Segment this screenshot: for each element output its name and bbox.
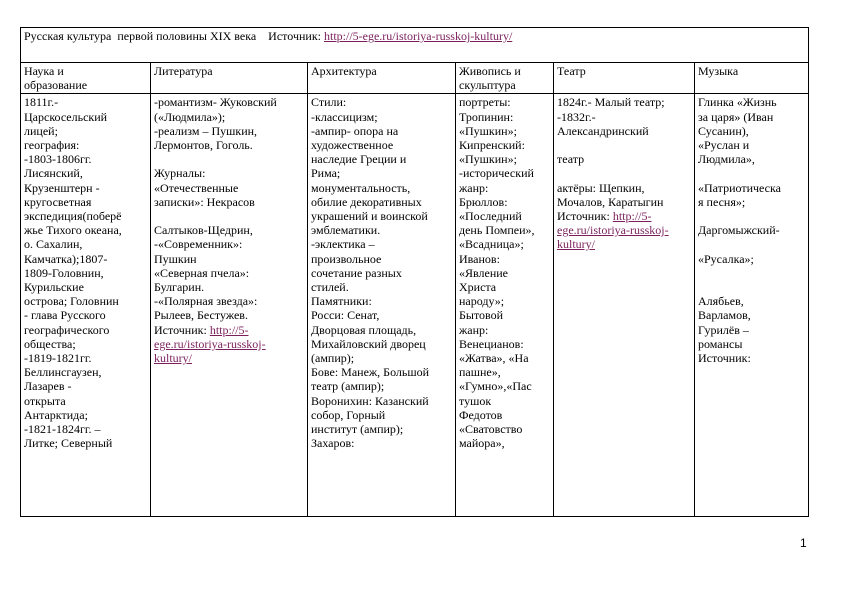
table-title-cell [21, 28, 809, 63]
cell-text-line [154, 308, 304, 322]
cell-text-line [154, 223, 304, 237]
cell-text-line [698, 95, 805, 109]
cell-text-line [24, 195, 147, 209]
cell-text-line [24, 408, 147, 422]
cell-text: «Последний [459, 209, 522, 224]
cell-text-line [459, 138, 550, 152]
column-header-line: скульптура [459, 78, 516, 93]
cell-text: портреты: [459, 95, 511, 110]
blank-line [698, 166, 805, 180]
cell-text-line [154, 95, 304, 109]
cell-text: «Всадница»; [459, 237, 524, 252]
cell-text-line [459, 152, 550, 166]
column-header [21, 63, 151, 94]
cell-text-line [311, 124, 452, 138]
cell-text-line [459, 294, 550, 308]
cell-text-line [154, 252, 304, 266]
cell-text-line [311, 195, 452, 209]
cell-text: -реализм – Пушкин, [154, 123, 258, 138]
cell-text: Людмила», [698, 152, 755, 167]
cell-text-line [311, 280, 452, 294]
cell-text: пашне», [459, 365, 501, 380]
cell-text-line [311, 408, 452, 422]
cell-text-line [154, 110, 304, 124]
cell-text: собор, Горный [311, 407, 386, 422]
cell-text: -«Современник»: [154, 237, 243, 252]
cell-text-line [459, 124, 550, 138]
cell-text-line [154, 323, 304, 337]
cell-text-line [154, 294, 304, 308]
cell-text: «Явление [459, 265, 508, 280]
cell-text: Гурилёв – [698, 322, 749, 337]
cell-text: театр (ампир); [311, 379, 385, 394]
cell-text-line [154, 237, 304, 251]
cell-text-line [459, 337, 550, 351]
cell-text-line [311, 394, 452, 408]
cell-text: открыта [24, 393, 66, 408]
blank-line [154, 152, 304, 166]
cell-text: -1803-1806гг. [24, 152, 92, 167]
cell-text: Тропинин: [459, 109, 514, 124]
cell-text-line [698, 195, 805, 209]
cell-text: Воронихин: Казанский [311, 393, 429, 408]
cell-text: Венецианов: [459, 336, 524, 351]
cell-text-line [459, 365, 550, 379]
cell-text-line [154, 337, 304, 351]
cell-text: Беллинсгаузен, [24, 365, 102, 380]
cell-text-line [154, 181, 304, 195]
cell-text: «Отечественные [154, 180, 239, 195]
cell-text-line [459, 436, 550, 450]
cell-text: (ампир); [311, 351, 355, 366]
cell-text: художественное [311, 138, 394, 153]
blank-line [698, 209, 805, 223]
cell-text: Захаров: [311, 436, 355, 451]
cell-text-line [24, 308, 147, 322]
cell-text: кругосветная [24, 194, 92, 209]
cell-text-line [24, 323, 147, 337]
cell-text-line [24, 95, 147, 109]
cell-text: Пушкин [154, 251, 197, 266]
cell-text: Памятники: [311, 294, 372, 309]
cell-text: Литке; Северный [24, 436, 113, 451]
cell-text: Кипренский: [459, 138, 525, 153]
cell-text-line [459, 181, 550, 195]
cell-text: «Руслан и [698, 138, 750, 153]
blank-line [698, 237, 805, 251]
cell-text-line [311, 436, 452, 450]
cell-text-line [24, 436, 147, 450]
cell-text-line [459, 209, 550, 223]
cell-text-line [24, 181, 147, 195]
cell-text-line [24, 152, 147, 166]
source-link[interactable]: ege.ru/istoriya-russkoj- [557, 223, 669, 238]
cell-text-line [24, 365, 147, 379]
column-header-line: образование [24, 78, 88, 93]
cell-text: -классицизм; [311, 109, 378, 124]
cell-text-line [24, 394, 147, 408]
cell-text-line [311, 379, 452, 393]
cell-text-line [311, 323, 452, 337]
blank-line [557, 166, 691, 180]
cell-text: «Сватовство [459, 422, 523, 437]
column-header-line: Литература [154, 64, 213, 78]
cell-text: Лермонтов, Гоголь. [154, 138, 253, 153]
cell-text-line [459, 166, 550, 180]
cell-text-line [459, 266, 550, 280]
cell-text-line [311, 181, 452, 195]
cell-text: наследие Греции и [311, 152, 407, 167]
cell-text: Глинка «Жизнь [698, 95, 777, 110]
cell-text-line [311, 351, 452, 365]
blank-line [154, 209, 304, 223]
cell-text: -1832г.- [557, 109, 596, 124]
cell-text-line [557, 181, 691, 195]
cell-text: Варламов, [698, 308, 751, 323]
cell-text-line [311, 166, 452, 180]
cell-text-line [459, 223, 550, 237]
cell-text-line [459, 237, 550, 251]
cell-text: Федотов [459, 407, 503, 422]
cell-text: -исторический [459, 166, 534, 181]
cell-text-line [24, 237, 147, 251]
column-header [554, 63, 695, 94]
cell-text: Иванов: [459, 251, 500, 266]
cell-text: лицей; [24, 123, 58, 138]
column-cell [151, 94, 308, 517]
cell-text: «Патриотическа [698, 180, 781, 195]
cell-text-line [24, 110, 147, 124]
blank-line [557, 138, 691, 152]
cell-text: Рылеев, Бестужев. [154, 308, 248, 323]
cell-text-line [311, 308, 452, 322]
cell-text: театр [557, 152, 585, 167]
cell-text-line [24, 266, 147, 280]
cell-text-line [311, 152, 452, 166]
cell-text-line [311, 223, 452, 237]
cell-text: Рима; [311, 166, 341, 181]
cell-text: эмблематики. [311, 223, 381, 238]
cell-text: Росси: Сенат, [311, 308, 380, 323]
cell-text: Камчатка);1807- [24, 251, 108, 266]
source-link[interactable]: http://5- [612, 209, 652, 223]
cell-text: Сусанин), [698, 123, 749, 138]
cell-text-line [698, 294, 805, 308]
cell-text: жанр: [459, 322, 489, 337]
column-header-line: Архитектура [311, 64, 377, 78]
cell-text: Антарктида; [24, 407, 88, 422]
cell-text-line [24, 166, 147, 180]
cell-text-line [24, 422, 147, 436]
cell-text-line [557, 195, 691, 209]
column-cell [308, 94, 456, 517]
cell-text: географического [24, 322, 110, 337]
cell-text: Журналы: [154, 166, 206, 181]
cell-text: «Пушкин»; [459, 123, 517, 138]
cell-text: Михайловский дворец [311, 336, 426, 351]
cell-text: день Помпеи», [459, 223, 535, 238]
culture-table [20, 27, 809, 517]
cell-text: майора», [459, 436, 505, 451]
cell-text: Источник: [154, 322, 210, 337]
cell-text: Крузенштерн - [24, 180, 100, 195]
source-link[interactable]: ege.ru/istoriya-russkoj- [154, 336, 266, 351]
cell-text-line [311, 422, 452, 436]
cell-text-line [311, 252, 452, 266]
cell-text: за царя» (Иван [698, 109, 774, 124]
cell-text: «Гумно»,«Пас [459, 379, 532, 394]
cell-text-line [557, 223, 691, 237]
cell-text: Курильские [24, 280, 84, 295]
cell-text: Источник: [557, 209, 613, 223]
cell-text: стилей. [311, 280, 349, 295]
cell-text-line [459, 110, 550, 124]
cell-text-line [311, 266, 452, 280]
cell-text-line [557, 95, 691, 109]
cell-text-line [459, 379, 550, 393]
cell-text-line [311, 209, 452, 223]
source-link[interactable]: http://5-ege.ru/istoriya-russkoj-kultury/ [323, 29, 513, 43]
cell-text: «Русалка»; [698, 251, 754, 266]
cell-text-line [154, 266, 304, 280]
cell-text-line [24, 124, 147, 138]
cell-text-line [24, 138, 147, 152]
cell-text-line [459, 422, 550, 436]
cell-text-line [459, 195, 550, 209]
cell-text-line [24, 223, 147, 237]
cell-text: («Людмила»); [154, 109, 226, 124]
cell-text: Брюллов: [459, 194, 508, 209]
cell-text: Алябьев, [698, 294, 744, 309]
cell-text: жанр: [459, 180, 489, 195]
cell-text: «Пушкин»; [459, 152, 517, 167]
cell-text: актёры: Щепкин, [557, 180, 645, 195]
column-cell [21, 94, 151, 517]
cell-text-line [24, 351, 147, 365]
blank-line [698, 266, 805, 280]
cell-text-line [459, 95, 550, 109]
cell-text-line [24, 280, 147, 294]
column-header-line: Театр [557, 64, 586, 78]
cell-text: Источник: [698, 350, 751, 365]
cell-text-line [311, 294, 452, 308]
cell-text: о. Сахалин, [24, 237, 83, 252]
cell-text-line [154, 351, 304, 365]
cell-text-line [154, 195, 304, 209]
cell-text: монументальность, [311, 180, 411, 195]
cell-text: острова; Головнин [24, 294, 119, 309]
cell-text: Даргомыжский- [698, 223, 780, 238]
column-header-line: Живопись и [459, 64, 521, 78]
cell-text-line [698, 308, 805, 322]
cell-text: тушок [459, 393, 492, 408]
cell-text-line [698, 323, 805, 337]
title-row [21, 28, 809, 63]
cell-text-line [154, 166, 304, 180]
column-header [151, 63, 308, 94]
cell-text: народу»; [459, 294, 505, 309]
cell-text: «Северная пчела»: [154, 265, 250, 280]
cell-text: Стили: [311, 95, 347, 110]
cell-text: записки»: Некрасов [154, 194, 255, 209]
cell-text-line [459, 252, 550, 266]
cell-text-line [459, 280, 550, 294]
cell-text: -«Полярная звезда»: [154, 294, 258, 309]
cell-text-line [459, 323, 550, 337]
cell-text: Бове: Манеж, Большой [311, 365, 430, 380]
cell-text-line [24, 252, 147, 266]
cell-text: 1809-Головнин, [24, 265, 104, 280]
cell-text: -романтизм- Жуковский [154, 95, 277, 110]
cell-text: «Жатва», «На [459, 351, 529, 366]
cell-text-line [557, 152, 691, 166]
cell-text-line [557, 209, 691, 223]
column-cell [554, 94, 695, 517]
blank-line [698, 280, 805, 294]
cell-text: -ампир- опора на [311, 123, 399, 138]
cell-text: -1821-1824гг. – [24, 422, 101, 437]
cell-text-line [459, 351, 550, 365]
source-link[interactable]: http://5- [209, 322, 249, 337]
cell-text: Царскосельский [24, 109, 108, 124]
page-number: 1 [800, 536, 807, 550]
cell-text: география: [24, 138, 80, 153]
cell-text: общества; [24, 336, 76, 351]
cell-text: Лазарев - [24, 379, 72, 394]
cell-text: 1811г.- [24, 95, 59, 110]
cell-text: Бытовой [459, 308, 504, 323]
cell-text-line [311, 95, 452, 109]
column-header-line: Наука и [24, 64, 64, 78]
cell-text: - глава Русского [24, 308, 106, 323]
column-header [695, 63, 809, 94]
cell-text-line [557, 237, 691, 251]
cell-text: сочетание разных [311, 265, 402, 280]
cell-text: -эклектика – [311, 237, 375, 252]
source-link[interactable]: kultury/ [154, 351, 192, 366]
cell-text-line [698, 124, 805, 138]
cell-text-line [24, 209, 147, 223]
cell-text-line [698, 110, 805, 124]
cell-text: экспедиция(поберё [24, 209, 122, 224]
cell-text: Христа [459, 280, 497, 295]
cell-text-line [459, 308, 550, 322]
cell-text-line [154, 138, 304, 152]
column-cell [456, 94, 554, 517]
cell-text-line [311, 365, 452, 379]
cell-text-line [557, 124, 691, 138]
cell-text-line [311, 237, 452, 251]
cell-text: Дворцовая площадь, [311, 322, 417, 337]
cell-text-line [311, 337, 452, 351]
cell-text: Лисянский, [24, 166, 83, 181]
column-header [456, 63, 554, 94]
column-header [308, 63, 456, 94]
cell-text-line [698, 223, 805, 237]
cell-text: Александринский [557, 123, 649, 138]
table-title: Русская культура первой половины XIX века Источник: [24, 29, 324, 43]
cell-text-line [557, 110, 691, 124]
cell-text-line [459, 394, 550, 408]
cell-text-line [311, 138, 452, 152]
cell-text: институт (ампир); [311, 422, 404, 437]
cell-text-line [698, 252, 805, 266]
cell-text-line [24, 294, 147, 308]
column-header-line: Музыка [698, 64, 739, 78]
cell-text: жье Тихого океана, [24, 223, 122, 238]
cell-text-line [698, 351, 805, 365]
cell-text-line [24, 337, 147, 351]
cell-text-line [698, 181, 805, 195]
cell-text: 1824г.- Малый театр; [557, 95, 665, 110]
header-row [21, 63, 809, 94]
column-cell [695, 94, 809, 517]
cell-text: романсы [698, 336, 743, 351]
cell-text-line [154, 280, 304, 294]
cell-text: Салтыков-Щедрин, [154, 223, 253, 238]
cell-text: Мочалов, Каратыгин [557, 194, 664, 209]
cell-text-line [698, 138, 805, 152]
cell-text-line [154, 124, 304, 138]
cell-text-line [24, 379, 147, 393]
cell-text: Булгарин. [154, 280, 205, 295]
cell-text: я песня»; [698, 194, 746, 209]
cell-text: -1819-1821гг. [24, 351, 92, 366]
cell-text: произвольное [311, 251, 382, 266]
cell-text: украшений и воинской [311, 209, 428, 224]
cell-text-line [459, 408, 550, 422]
source-link[interactable]: kultury/ [557, 237, 595, 252]
cell-text-line [698, 337, 805, 351]
cell-text: обилие декоративных [311, 194, 422, 209]
cell-text-line [698, 152, 805, 166]
cell-text-line [311, 110, 452, 124]
body-row [21, 94, 809, 517]
